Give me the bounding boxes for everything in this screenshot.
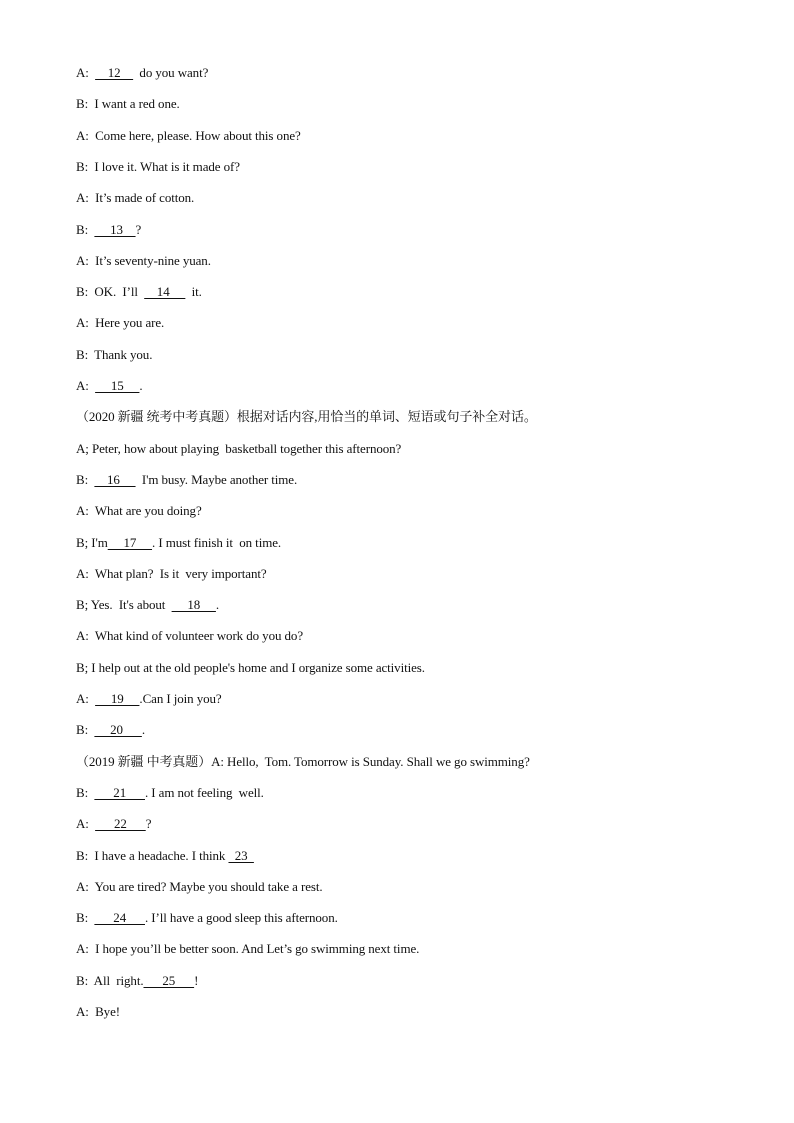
line-text-tail: it.	[185, 284, 202, 300]
dialogue-line	[76, 940, 419, 958]
answer-blank: 23	[228, 847, 254, 863]
dialogue-line	[76, 690, 222, 708]
answer-blank: 18	[171, 597, 216, 613]
line-text-tail: ?	[145, 816, 152, 832]
line-text: B: I love it. What is it made of?	[76, 158, 240, 174]
line-text-tail: .	[141, 722, 145, 738]
line-text: B:	[76, 221, 95, 237]
line-text-tail: ?	[135, 221, 142, 237]
answer-blank: 21	[94, 784, 145, 800]
line-text: B:	[76, 471, 95, 487]
dialogue-line	[76, 158, 240, 176]
line-text: B:	[76, 784, 95, 800]
line-text-tail: !	[194, 972, 199, 988]
dialogue-line	[76, 314, 164, 332]
line-text: A: I hope you’ll be better soon. And Let’s go swimming next time.	[76, 941, 420, 957]
line-text: B:	[76, 722, 95, 738]
dialogue-line	[76, 753, 530, 771]
line-text: B; I'm	[76, 534, 108, 550]
line-text: A: It’s made of cotton.	[76, 190, 195, 206]
dialogue-line	[76, 95, 180, 113]
dialogue-line	[76, 659, 425, 677]
dialogue-line	[76, 377, 143, 395]
line-text: B: I have a headache. I think	[76, 847, 229, 863]
line-text: B: I want a red one.	[76, 96, 180, 112]
answer-blank: 14	[144, 284, 186, 300]
line-text-tail: do you want?	[133, 65, 209, 80]
dialogue-line	[76, 815, 151, 833]
line-text: A: Come here, please. How about this one?	[76, 127, 301, 143]
line-text: B; I help out at the old people's home and I organize some activities.	[76, 659, 425, 675]
answer-blank: 15	[95, 378, 140, 393]
line-text-tail: . I must finish it on time.	[152, 534, 282, 550]
dialogue-line	[76, 847, 254, 865]
answer-blank: 24	[94, 910, 145, 926]
line-text-tail: .Can I join you?	[139, 691, 222, 706]
dialogue-line	[76, 502, 202, 520]
dialogue-line	[76, 408, 537, 426]
line-text: A:	[76, 816, 96, 832]
line-text: A: What are you doing?	[76, 503, 202, 519]
dialogue-line	[76, 221, 141, 239]
line-text: （2020 新疆 统考中考真题）根据对话内容,用恰当的单词、短语或句子补全对话。	[76, 409, 537, 425]
line-text: A: You are tired? Maybe you should take a rest.	[76, 878, 323, 894]
line-text: （2019 新疆 中考真题）A: Hello, Tom. Tomorrow is Sunday. Shall we go swimming?	[76, 753, 530, 769]
dialogue-line	[76, 440, 401, 458]
line-text: A: Bye!	[76, 1004, 120, 1019]
dialogue-line	[76, 534, 281, 552]
dialogue-line	[76, 471, 297, 489]
line-text: A: What kind of volunteer work do you do?	[76, 628, 303, 644]
answer-blank: 12	[95, 65, 134, 80]
answer-blank: 13	[94, 221, 136, 237]
line-text-tail: .	[139, 378, 143, 393]
dialogue-line	[76, 346, 152, 364]
line-text: A:	[76, 65, 96, 80]
line-text: B: OK. I’ll	[76, 284, 145, 300]
dialogue-line	[76, 64, 208, 82]
line-text: A; Peter, how about playing basketball together this afternoon?	[76, 440, 402, 456]
dialogue-line	[76, 189, 194, 207]
dialogue-line	[76, 721, 145, 739]
dialogue-line	[76, 252, 211, 270]
line-text: B:	[76, 910, 95, 926]
dialogue-line	[76, 127, 301, 145]
dialogue-line	[76, 878, 322, 896]
dialogue-line	[76, 627, 303, 645]
answer-blank: 19	[95, 691, 140, 706]
answer-blank: 20	[94, 722, 142, 738]
dialogue-line	[76, 596, 219, 614]
dialogue-line	[76, 784, 264, 802]
line-text: B; Yes. It's about	[76, 597, 172, 613]
dialogue-line	[76, 283, 202, 301]
answer-blank: 17	[107, 534, 153, 550]
dialogue-line	[76, 1003, 120, 1021]
answer-blank: 25	[143, 972, 195, 988]
line-text: B: All right.	[76, 972, 144, 988]
answer-blank: 16	[94, 471, 136, 487]
line-text: A: What plan? Is it very important?	[76, 565, 267, 581]
line-text-tail: .	[215, 597, 220, 613]
line-text-tail: . I am not feeling well.	[145, 784, 264, 800]
dialogue-line	[76, 972, 198, 990]
line-text: A:	[76, 378, 96, 393]
dialogue-line	[76, 565, 267, 583]
line-text: A: It’s seventy-nine yuan.	[76, 252, 211, 268]
answer-blank: 22	[95, 816, 146, 832]
line-text-tail: I'm busy. Maybe another time.	[135, 471, 298, 487]
line-text: A:	[76, 691, 96, 706]
line-text: A: Here you are.	[76, 315, 165, 331]
line-text-tail: . I’ll have a good sleep this afternoon.	[145, 910, 338, 926]
dialogue-line	[76, 909, 338, 927]
line-text: B: Thank you.	[76, 346, 153, 362]
